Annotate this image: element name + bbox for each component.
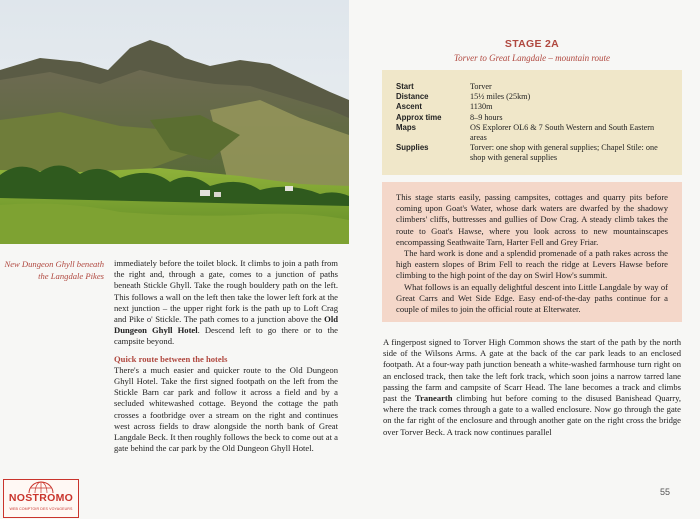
- page-number: 55: [660, 487, 671, 497]
- info-row-time: [396, 113, 668, 123]
- info-value: Torver: one shop with general supplies; Chapel Stile: one shop with general supplies: [470, 143, 658, 163]
- logo-tagline: WEB COMPTOIR DES VOYAGEURS: [9, 507, 73, 511]
- info-value: 1130m: [470, 102, 493, 112]
- right-body-text: [383, 337, 681, 438]
- info-value: 15½ miles (25km): [470, 92, 531, 102]
- nostromo-logo: [3, 479, 79, 518]
- right-paragraph-text: A fingerpost signed to Torver High Common shows the start of the path by the north side of the Wilsons Arms. A gate at the back of the car park leads to an enclosed footpath. At a four-way path junction beneath a white-washed farmhouse turn right on an enclosed track, then take the left fork track, which soon joins a narrow tarred lane passing the farm and campsite of Scarr Head. The lane becomes a track and climbs past the: [383, 337, 681, 404]
- photo-caption: New Dungeon Ghyll beneath the Langdale Pikes: [4, 259, 104, 281]
- left-body-text: [114, 258, 338, 454]
- left-paragraph-2: There's a much easier and quicker route to the Old Dungeon Ghyll Hotel. Take the first signed footpath on the left from the Stickle Barn car park and follow it across a field and by a secluded whitewashed cottage. Beyond the cottage the path crosses a footbridge over a stream on the right and continues west across fields to draw alongside the north bank of Great Langdale Beck. It then roughly follows the beck to come out at a gate behind the car park by the Old Dungeon Ghyll Hotel.: [114, 364, 338, 454]
- intro-paragraph-3: What follows is an equally delightful descent into Little Langdale by way of Great Carrs and Wet Side Edge. Easy end-of-the-day paths continue for a couple of miles to join the official route at Elterwater.: [396, 281, 668, 315]
- intro-paragraph-2: The hard work is done and a splendid promenade of a path rakes across the high eastern slopes of Brim Fell to reach the ridge at Levers Hawse before climbing to the high point of the day on Swirl How's summit.: [396, 248, 668, 281]
- right-paragraph-end: climbing hut before coming to the disused Banishead Quarry, where the track comes through a gate to a walled enclosure. Now go through the gate on the far right of the enclosure and through another gate on the right cross the bridge over Torver Beck. A track now continues parallel: [383, 393, 681, 437]
- info-value: Torver: [470, 82, 492, 91]
- left-paragraph-1-end: . Descend left to go there or to the campsite beyond.: [114, 325, 338, 347]
- right-paragraph: [383, 337, 681, 438]
- stage-subtitle: Torver to Great Langdale – mountain route: [453, 53, 610, 63]
- info-row-distance: [396, 92, 668, 102]
- info-key: Ascent: [396, 102, 422, 112]
- left-paragraph-1: [114, 258, 338, 348]
- section-subheading: Quick route between the hotels: [114, 353, 228, 364]
- stage-info-box: [382, 70, 682, 175]
- info-row-ascent: [396, 102, 668, 112]
- info-row-maps: [396, 123, 668, 143]
- info-key: Approx time: [396, 112, 442, 122]
- stage-info-table: [396, 82, 668, 164]
- logo-name: NOSTROMO: [8, 492, 74, 504]
- info-key: Maps: [396, 122, 416, 132]
- info-key: Start: [396, 82, 414, 91]
- stage-intro-box: [382, 182, 682, 322]
- hotel-name-bold: Old Dungeon Ghyll Hotel: [114, 314, 338, 336]
- langdale-pikes-photo: [0, 0, 349, 244]
- tranearth-bold: Tranearth: [415, 393, 453, 404]
- left-paragraph-1-text: immediately before the toilet block. It climbs to join a path from the right and, through a gate, comes to a junction of paths beneath Stickle Ghyll. Take the rough bouldery path on the left. This follows a wall on the left then take the lower left fork at the next junction – the upper right fork is the path up to Loft Crag and Pike o' Stickle. The path comes to a junction above the: [114, 258, 338, 325]
- info-value: 8–9 hours: [470, 112, 503, 122]
- stage-title: STAGE 2A: [504, 38, 560, 50]
- info-key: Distance: [396, 92, 429, 102]
- info-value: OS Explorer OL6 & 7 South Western and South Eastern areas: [470, 122, 655, 143]
- info-key: Supplies: [396, 143, 429, 153]
- info-row-supplies: [396, 143, 668, 163]
- info-row-start: [396, 82, 668, 92]
- intro-paragraph-1: This stage starts easily, passing campsites, cottages and quarry pits before coming upon Goat's Water, whose dark waters are dwarfed by the shadowy climbers' cliffs, buttresses and gullies of Dow Crag. A steady climb takes the route to Goat's Hawse, where you look across to new mountainscapes encompassing Seathwaite Tarn, Harter Fell and Grey Friar.: [396, 192, 668, 247]
